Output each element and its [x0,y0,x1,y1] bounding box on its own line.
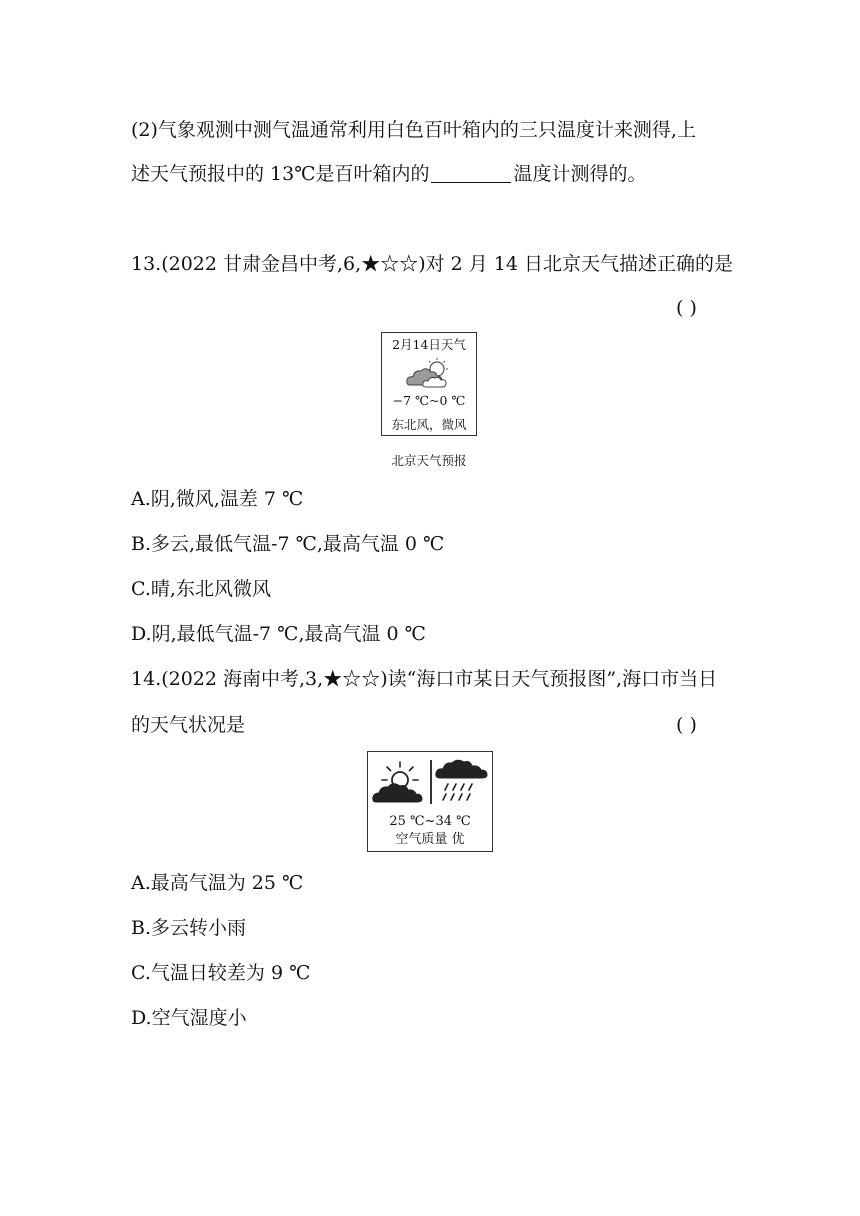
partly-cloudy-icon [404,357,456,391]
q14-answer-paren[interactable]: ( ) [676,714,697,736]
q13-answer-paren[interactable]: ( ) [676,297,697,319]
q14-stem-line2: 的天气状况是 [131,714,246,736]
q13-option-c[interactable]: C.晴,东北风微风 [131,578,271,600]
q13-weather-figure [381,332,477,436]
q12-line2-before: 述天气预报中的 13℃是百叶箱内的 [131,163,430,185]
divider [430,760,432,804]
q13-figure-caption: 北京天气预报 [391,453,467,468]
q13-option-b[interactable]: B.多云,最低气温-7 ℃,最高气温 0 ℃ [131,533,445,555]
q13-figure-title: 2月14日天气 [392,337,466,352]
q13-figure-temperature: −7 ℃~0 ℃ [392,393,466,408]
q14-figure-temperature: 25 ℃~34 ℃ [389,814,471,829]
q14-option-c[interactable]: C.气温日较差为 9 ℃ [131,962,311,984]
answer-blank[interactable] [431,168,511,183]
q14-weather-figure [367,751,493,852]
q12-line2 [131,162,647,186]
q14-stem-line1: 14.(2022 海南中考,3,★☆☆)读“海口市某日天气预报图”,海口市当日 [131,668,718,690]
q12-line2-after: 温度计测得的。 [513,163,647,185]
q13-option-a[interactable]: A.阴,微风,温差 7 ℃ [131,488,304,510]
rain-cloud-icon [434,756,490,808]
q13-stem: 13.(2022 甘肃金昌中考,6,★☆☆)对 2 月 14 日北京天气描述正确的是 [131,253,734,275]
q14-option-d[interactable]: D.空气湿度小 [131,1007,247,1029]
q14-option-a[interactable]: A.最高气温为 25 ℃ [131,872,304,894]
sun-behind-cloud-icon [370,756,430,808]
q13-option-d[interactable]: D.阴,最低气温-7 ℃,最高气温 0 ℃ [131,623,426,645]
q12-line1: (2)气象观测中测气温通常利用白色百叶箱内的三只温度计来测得,上 [131,119,696,141]
q13-figure-wind: 东北风，微风 [391,417,467,432]
q14-figure-air-quality: 空气质量 优 [395,832,465,847]
q14-option-b[interactable]: B.多云转小雨 [131,917,247,939]
